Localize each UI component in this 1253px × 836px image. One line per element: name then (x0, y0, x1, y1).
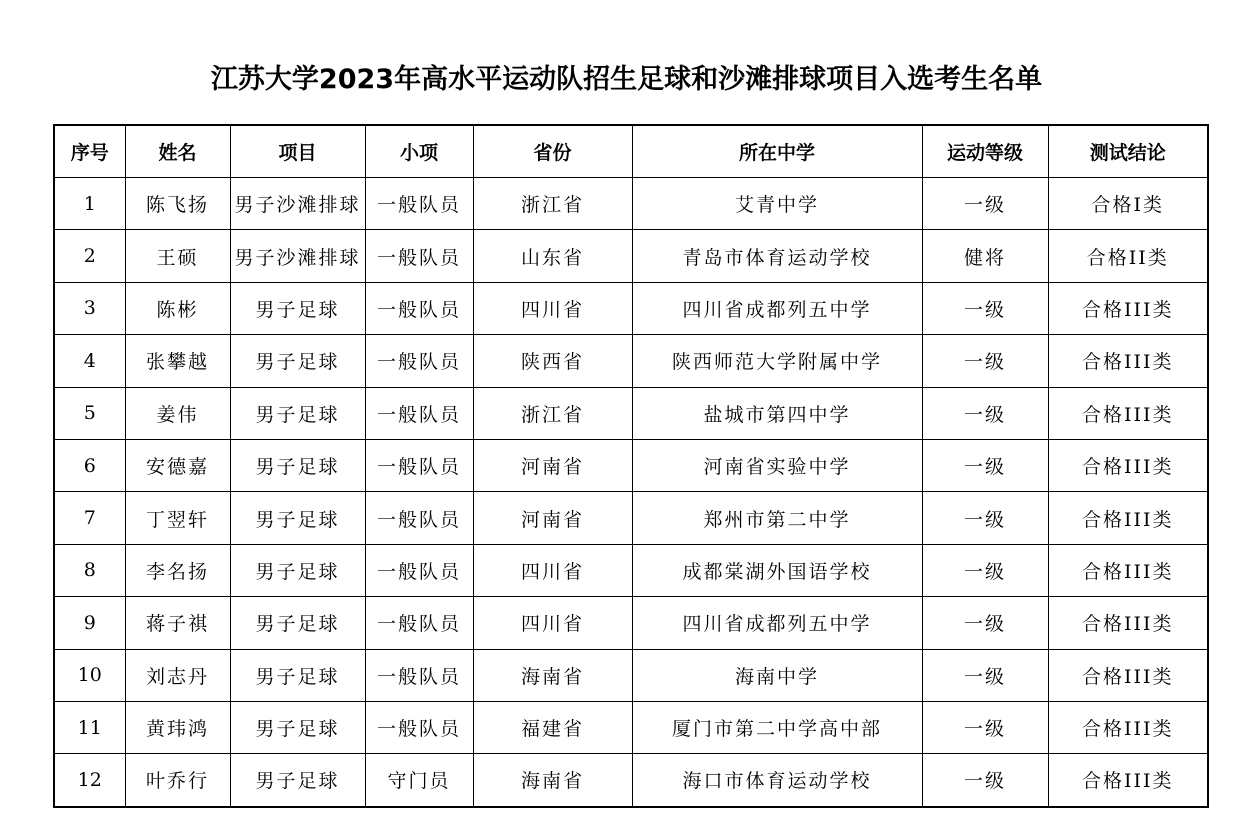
header-cell-result: 测试结论 (1048, 125, 1208, 178)
cell-event: 男子足球 (230, 544, 365, 596)
cell-province: 河南省 (473, 492, 632, 544)
cell-school: 厦门市第二中学高中部 (632, 701, 922, 753)
cell-index: 4 (54, 335, 125, 387)
cell-result: 合格III类 (1048, 754, 1208, 807)
cell-school: 四川省成都列五中学 (632, 282, 922, 334)
cell-school: 陕西师范大学附属中学 (632, 335, 922, 387)
cell-event: 男子足球 (230, 754, 365, 807)
cell-index: 8 (54, 544, 125, 596)
cell-province: 山东省 (473, 230, 632, 282)
cell-school: 盐城市第四中学 (632, 387, 922, 439)
cell-event: 男子足球 (230, 335, 365, 387)
cell-result: 合格III类 (1048, 544, 1208, 596)
cell-name: 安德嘉 (125, 439, 230, 491)
cell-event: 男子足球 (230, 387, 365, 439)
cell-event: 男子沙滩排球 (230, 230, 365, 282)
table-body (54, 178, 1208, 807)
cell-level: 一级 (922, 701, 1048, 753)
cell-province: 海南省 (473, 754, 632, 807)
cell-name: 刘志丹 (125, 649, 230, 701)
cell-position: 一般队员 (365, 649, 473, 701)
table-row (54, 282, 1208, 334)
cell-index: 9 (54, 597, 125, 649)
cell-school: 河南省实验中学 (632, 439, 922, 491)
cell-level: 一级 (922, 649, 1048, 701)
cell-province: 陕西省 (473, 335, 632, 387)
cell-event: 男子足球 (230, 701, 365, 753)
cell-level: 一级 (922, 597, 1048, 649)
cell-province: 四川省 (473, 544, 632, 596)
cell-position: 守门员 (365, 754, 473, 807)
cell-school: 成都棠湖外国语学校 (632, 544, 922, 596)
table-row (54, 439, 1208, 491)
cell-position: 一般队员 (365, 178, 473, 230)
cell-position: 一般队员 (365, 230, 473, 282)
cell-school: 青岛市体育运动学校 (632, 230, 922, 282)
cell-name: 姜伟 (125, 387, 230, 439)
cell-province: 四川省 (473, 282, 632, 334)
cell-name: 张攀越 (125, 335, 230, 387)
cell-position: 一般队员 (365, 597, 473, 649)
cell-event: 男子足球 (230, 439, 365, 491)
cell-index: 3 (54, 282, 125, 334)
cell-name: 叶乔行 (125, 754, 230, 807)
cell-school: 四川省成都列五中学 (632, 597, 922, 649)
cell-result: 合格III类 (1048, 439, 1208, 491)
cell-index: 6 (54, 439, 125, 491)
cell-index: 2 (54, 230, 125, 282)
cell-level: 一级 (922, 335, 1048, 387)
cell-result: 合格III类 (1048, 597, 1208, 649)
header-cell-school: 所在中学 (632, 125, 922, 178)
header-cell-name: 姓名 (125, 125, 230, 178)
cell-result: 合格I类 (1048, 178, 1208, 230)
table-row (54, 492, 1208, 544)
cell-position: 一般队员 (365, 544, 473, 596)
page-title: 江苏大学2023年高水平运动队招生足球和沙滩排球项目入选考生名单 (210, 64, 1043, 95)
cell-name: 丁翌轩 (125, 492, 230, 544)
cell-index: 12 (54, 754, 125, 807)
cell-position: 一般队员 (365, 282, 473, 334)
cell-result: 合格III类 (1048, 387, 1208, 439)
cell-name: 黄玮鸿 (125, 701, 230, 753)
cell-province: 河南省 (473, 439, 632, 491)
cell-level: 一级 (922, 387, 1048, 439)
cell-position: 一般队员 (365, 492, 473, 544)
cell-province: 浙江省 (473, 178, 632, 230)
table-row (54, 387, 1208, 439)
cell-level: 一级 (922, 492, 1048, 544)
cell-level: 一级 (922, 282, 1048, 334)
cell-result: 合格III类 (1048, 701, 1208, 753)
table-row (54, 230, 1208, 282)
cell-result: 合格II类 (1048, 230, 1208, 282)
cell-event: 男子足球 (230, 492, 365, 544)
header-cell-province: 省份 (473, 125, 632, 178)
cell-position: 一般队员 (365, 335, 473, 387)
header-cell-position: 小项 (365, 125, 473, 178)
cell-school: 海口市体育运动学校 (632, 754, 922, 807)
cell-school: 艾青中学 (632, 178, 922, 230)
cell-name: 陈彬 (125, 282, 230, 334)
cell-index: 7 (54, 492, 125, 544)
cell-event: 男子足球 (230, 649, 365, 701)
cell-result: 合格III类 (1048, 282, 1208, 334)
cell-level: 一级 (922, 178, 1048, 230)
cell-province: 四川省 (473, 597, 632, 649)
roster-table (53, 124, 1209, 808)
cell-position: 一般队员 (365, 439, 473, 491)
cell-result: 合格III类 (1048, 649, 1208, 701)
table-row (54, 754, 1208, 807)
header-cell-level: 运动等级 (922, 125, 1048, 178)
table-row (54, 178, 1208, 230)
cell-name: 陈飞扬 (125, 178, 230, 230)
table-row (54, 544, 1208, 596)
cell-province: 浙江省 (473, 387, 632, 439)
cell-name: 王硕 (125, 230, 230, 282)
header-cell-event: 项目 (230, 125, 365, 178)
cell-result: 合格III类 (1048, 335, 1208, 387)
cell-level: 一级 (922, 754, 1048, 807)
cell-index: 1 (54, 178, 125, 230)
cell-event: 男子足球 (230, 282, 365, 334)
cell-school: 郑州市第二中学 (632, 492, 922, 544)
cell-event: 男子沙滩排球 (230, 178, 365, 230)
table-row (54, 701, 1208, 753)
cell-event: 男子足球 (230, 597, 365, 649)
cell-province: 海南省 (473, 649, 632, 701)
cell-index: 10 (54, 649, 125, 701)
cell-index: 5 (54, 387, 125, 439)
table-row (54, 335, 1208, 387)
cell-name: 李名扬 (125, 544, 230, 596)
cell-index: 11 (54, 701, 125, 753)
cell-position: 一般队员 (365, 387, 473, 439)
cell-province: 福建省 (473, 701, 632, 753)
cell-result: 合格III类 (1048, 492, 1208, 544)
cell-level: 一级 (922, 439, 1048, 491)
table-row (54, 649, 1208, 701)
header-cell-index: 序号 (54, 125, 125, 178)
header-row (54, 125, 1208, 178)
cell-school: 海南中学 (632, 649, 922, 701)
table-row (54, 597, 1208, 649)
cell-name: 蒋子祺 (125, 597, 230, 649)
cell-position: 一般队员 (365, 701, 473, 753)
cell-level: 一级 (922, 544, 1048, 596)
cell-level: 健将 (922, 230, 1048, 282)
